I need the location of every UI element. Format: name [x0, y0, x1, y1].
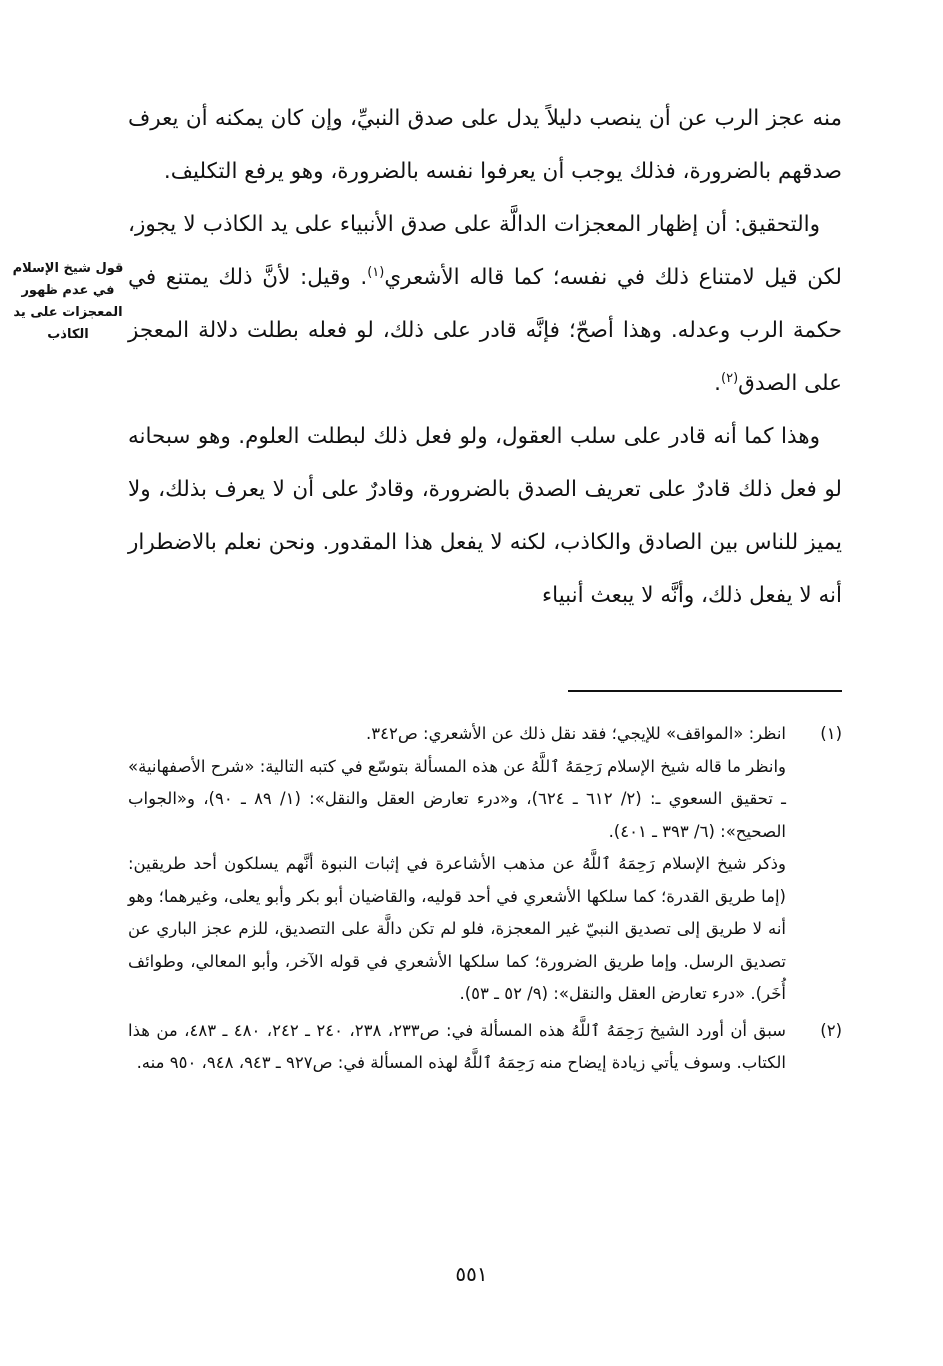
- page-number: ٥٥١: [455, 1262, 488, 1286]
- footnote: [128, 1015, 842, 1080]
- body-text: والتحقيق: أن إظهار المعجزات الدالَّة على صدق الأنبياء على يد الكاذب لا يجوز، لكن قيل لامتناع ذلك في نفسه؛ كما قاله الأشعري: [128, 212, 842, 290]
- footnote-paragraph: سبق أن أورد الشيخ رَحِمَهُ ٱللَّهُ هذه المسألة في: ص٢٣٣، ٢٣٨، ٢٤٠ ـ ٢٤٢، ٤٨٠ ـ ٤٨٣، من هذا الكتاب. وسوف يأتي زيادة إيضاح منه رَحِمَهُ ٱللَّهُ لهذه المسألة في: ص٩٢٧ ـ ٩٤٣، ٩٤٨، ٩٥٠ منه.: [128, 1020, 786, 1072]
- footnote: [128, 718, 842, 1011]
- footnote-divider: [568, 690, 842, 692]
- body-paragraph: وهذا كما أنه قادر على سلب العقول، ولو فعل ذلك لبطلت العلوم. وهو سبحانه لو فعل ذلك قادرٌ على تعريف الصدق بالضرورة، وقادرٌ على أن لا يعرف بذلك، ولا يميز للناس بين الصادق والكاذب، لكنه لا يفعل هذا المقدور. ونحن نعلم بالاضطرار أنه لا يفعل ذلك، وأنَّه لا يبعث أنبياء: [128, 424, 842, 608]
- main-text: [128, 92, 842, 622]
- footnote-number: (٢): [820, 1020, 842, 1040]
- body-paragraph: [128, 198, 842, 410]
- margin-note-line: قول شيخ الإسلام: [12, 261, 124, 276]
- footnotes-section: [128, 718, 842, 1084]
- footnote-paragraph: انظر: «المواقف» للإيجي؛ فقد نقل ذلك عن الأشعري: ص٣٤٢.: [365, 724, 786, 743]
- footnote-marker[interactable]: (٢): [721, 370, 739, 386]
- margin-note-line: المعجزات على يد: [13, 305, 123, 320]
- footnote-number: (١): [820, 724, 842, 743]
- footnote-paragraph: وذكر شيخ الإسلام رَحِمَهُ ٱللَّهُ عن مذهب الأشاعرة في إثبات النبوة أنَّهم يسلكون أحد طريقين: (إما طريق القدرة؛ كما سلكها الأشعري في أحد قوليه، والقاضيان أبو بكر وأبو يعلى، وغيرهما؛ وهو أنه لا طريق إلى تصديق النبيّ غير المعجزة، فلو لم تكن دالَّة على التصديق، للزم عجز الباري عن تصديق الرسل. وإما طريق الضرورة؛ كما سلكها الأشعري في قوله الآخر، وأبو المعالي، وطوائف أُخَر). «درء تعارض العقل والنقل»: (٩/ ٥٢ ـ ٥٣).: [128, 854, 786, 1003]
- footnote-paragraph: وانظر ما قاله شيخ الإسلام رَحِمَهُ ٱللَّهُ عن هذه المسألة بتوسّع في كتبه التالية: «شرح الأصفهانية» ـ تحقيق السعوي ـ: (٢/ ٦١٢ ـ ٦٢٤)، و«درء تعارض العقل والنقل»: (١/ ٨٩ ـ ٩٠)، و«الجواب الصحيح»: (٦/ ٣٩٣ ـ ٤٠١).: [128, 756, 786, 841]
- margin-note-line: الكاذب: [47, 327, 89, 342]
- margin-note: [12, 258, 124, 346]
- footnote-marker[interactable]: (١): [367, 264, 385, 280]
- margin-note-line: في عدم ظهور: [21, 283, 115, 298]
- body-text: . وقيل: لأنَّ ذلك يمتنع في حكمة الرب وعدله. وهذا أصحّ؛ فإنَّه قادر على ذلك، لو فعله بطلت دلالة المعجز على الصدق: [128, 265, 842, 396]
- body-text: .: [714, 371, 722, 396]
- body-paragraph: منه عجز الرب عن أن ينصب دليلاً يدل على صدق النبيِّ، وإن كان يمكنه أن يعرف صدقهم بالضرورة، فذلك يوجب أن يعرفوا نفسه بالضرورة، وهو يرفع التكليف.: [128, 106, 842, 184]
